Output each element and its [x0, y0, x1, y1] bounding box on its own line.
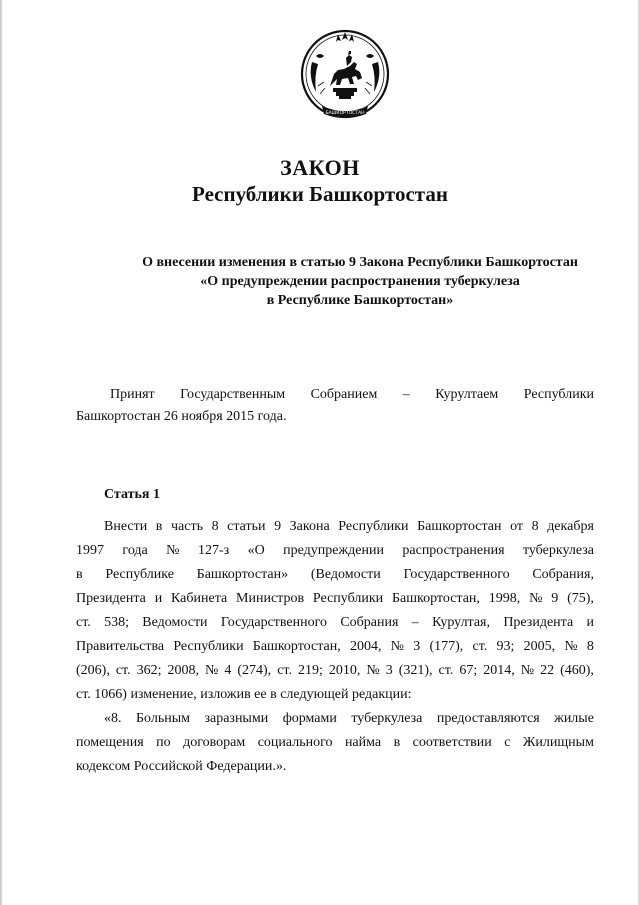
word: 127-з: [197, 543, 230, 558]
word: распространения: [402, 543, 505, 558]
word: Курултаем: [435, 387, 499, 402]
word: и: [154, 591, 163, 606]
word: заразными: [204, 711, 269, 726]
adoption-statement: [76, 384, 594, 428]
word: договорам: [183, 735, 246, 750]
word: Государственного: [220, 615, 328, 630]
word: Правительства: [76, 639, 165, 654]
word: помещения: [76, 735, 144, 750]
text-line: [76, 635, 594, 659]
word: Башкортостан,: [391, 591, 480, 606]
text-line: [76, 539, 594, 563]
word: (Ведомости: [310, 567, 381, 582]
word: туберкулеза: [351, 711, 423, 726]
word: ст. 1066) изменение, изложив ее в следующей редакции:: [76, 687, 412, 702]
page-edge-left: [0, 0, 3, 905]
law-subject: [80, 253, 640, 310]
article-body: [76, 515, 594, 779]
word: Жилищным: [522, 735, 594, 750]
word: от: [510, 519, 524, 534]
word: 8: [531, 519, 539, 534]
word: ст.: [76, 615, 91, 630]
word: 538;: [104, 615, 129, 630]
word: №: [390, 639, 405, 654]
word: с: [504, 735, 511, 750]
subject-line: «О предупреждении распространения туберкулеза: [200, 274, 520, 289]
word: №: [205, 663, 219, 678]
document-subtitle: Республики Башкортостан: [192, 182, 448, 206]
word: кодексом Российской Федерации.».: [76, 759, 287, 774]
word: часть: [171, 519, 203, 534]
word: предупреждении: [283, 543, 384, 558]
word: 22: [540, 663, 555, 678]
word: Государственным: [180, 387, 286, 402]
word: Республики: [312, 591, 384, 606]
word: 67;: [459, 663, 478, 678]
word: Государственного: [403, 567, 510, 582]
word: Республики: [173, 639, 244, 654]
word: №: [166, 543, 180, 558]
word: предоставляются: [436, 711, 540, 726]
word: 2014,: [483, 663, 515, 678]
word: 2005,: [523, 639, 556, 654]
text-line: [76, 515, 594, 539]
article-paragraph-1: [76, 515, 594, 707]
word: Внести: [104, 519, 148, 534]
word: декабря: [547, 519, 594, 534]
word: 2010,: [328, 663, 361, 678]
word: по: [156, 735, 171, 750]
word: Ведомости: [142, 615, 208, 630]
word: ст.: [115, 663, 131, 678]
word: Министров: [236, 591, 305, 606]
subject-line: в Республике Башкортостан»: [266, 293, 454, 308]
word: в: [393, 735, 401, 750]
word: (274),: [237, 663, 272, 678]
word: жилые: [554, 711, 594, 726]
word: 3: [385, 663, 393, 678]
text-line: [76, 587, 594, 611]
word: 8: [211, 519, 219, 534]
word: Закона: [289, 519, 330, 534]
word: найма: [344, 735, 382, 750]
word: Собрания: [340, 615, 399, 630]
emblem-ribbon-text: БАШКОРТОСТАН: [325, 111, 365, 116]
word: формами: [282, 711, 337, 726]
word: №: [366, 663, 380, 678]
word: №: [520, 663, 535, 678]
word: 9: [551, 591, 559, 606]
word: и: [586, 615, 594, 630]
word: Собрания,: [532, 567, 594, 582]
word: 219;: [297, 663, 323, 678]
word: Президента: [76, 591, 146, 606]
word: 93;: [496, 639, 515, 654]
document-title: ЗАКОН: [280, 155, 360, 180]
subject-line: О внесении изменения в статью 9 Закона Республики Башкортостан: [142, 255, 578, 270]
word: туберкулеза: [522, 543, 594, 558]
coat-of-arms-emblem: [300, 22, 390, 130]
word: Республики: [338, 519, 409, 534]
word: соответствии: [412, 735, 492, 750]
word: «О: [247, 543, 265, 558]
word: Республике: [105, 567, 174, 582]
word: (321),: [398, 663, 433, 678]
article-paragraph-2: [76, 707, 594, 779]
word: Курултая,: [432, 615, 490, 630]
word: 1998,: [488, 591, 521, 606]
word: ст.: [472, 639, 488, 654]
word: 2008,: [167, 663, 199, 678]
text-line: [76, 563, 594, 587]
word: Президента: [503, 615, 574, 630]
word: –: [411, 615, 419, 630]
word: 2004,: [349, 639, 382, 654]
word: ст.: [277, 663, 292, 678]
word: Башкортостан: [417, 519, 502, 534]
word: 362;: [136, 663, 162, 678]
word: Кабинета: [171, 591, 228, 606]
word: Башкортостан»: [196, 567, 289, 582]
word: 3: [413, 639, 421, 654]
word: (75),: [567, 591, 594, 606]
word: 9: [274, 519, 282, 534]
word: «8.: [104, 711, 122, 726]
word: (177),: [429, 639, 464, 654]
word: Республики: [523, 387, 594, 402]
article-heading: Статья 1: [104, 487, 160, 502]
word: №: [529, 591, 543, 606]
word: (460),: [560, 663, 594, 678]
adoption-line-1: [76, 384, 594, 406]
word: (206),: [76, 663, 110, 678]
word: года: [122, 543, 148, 558]
text-line: [76, 683, 594, 707]
word: ст.: [438, 663, 454, 678]
word: 1997: [76, 543, 104, 558]
text-line: [76, 659, 594, 683]
word: социального: [257, 735, 333, 750]
text-line: [76, 731, 594, 755]
text-line: [76, 611, 594, 635]
word: в: [155, 519, 163, 534]
word: статьи: [227, 519, 266, 534]
word: 4: [224, 663, 232, 678]
word: №: [564, 639, 578, 654]
word: Больным: [135, 711, 190, 726]
text-line: [76, 707, 594, 731]
word: в: [76, 567, 83, 582]
adoption-line-2: Башкортостан 26 ноября 2015 года.: [76, 409, 287, 424]
word: Собранием: [310, 387, 378, 402]
word: 8: [586, 639, 594, 654]
word: –: [402, 387, 410, 402]
text-line: [76, 755, 594, 779]
word: Принят: [110, 387, 155, 402]
word: Башкортостан,: [252, 639, 341, 654]
